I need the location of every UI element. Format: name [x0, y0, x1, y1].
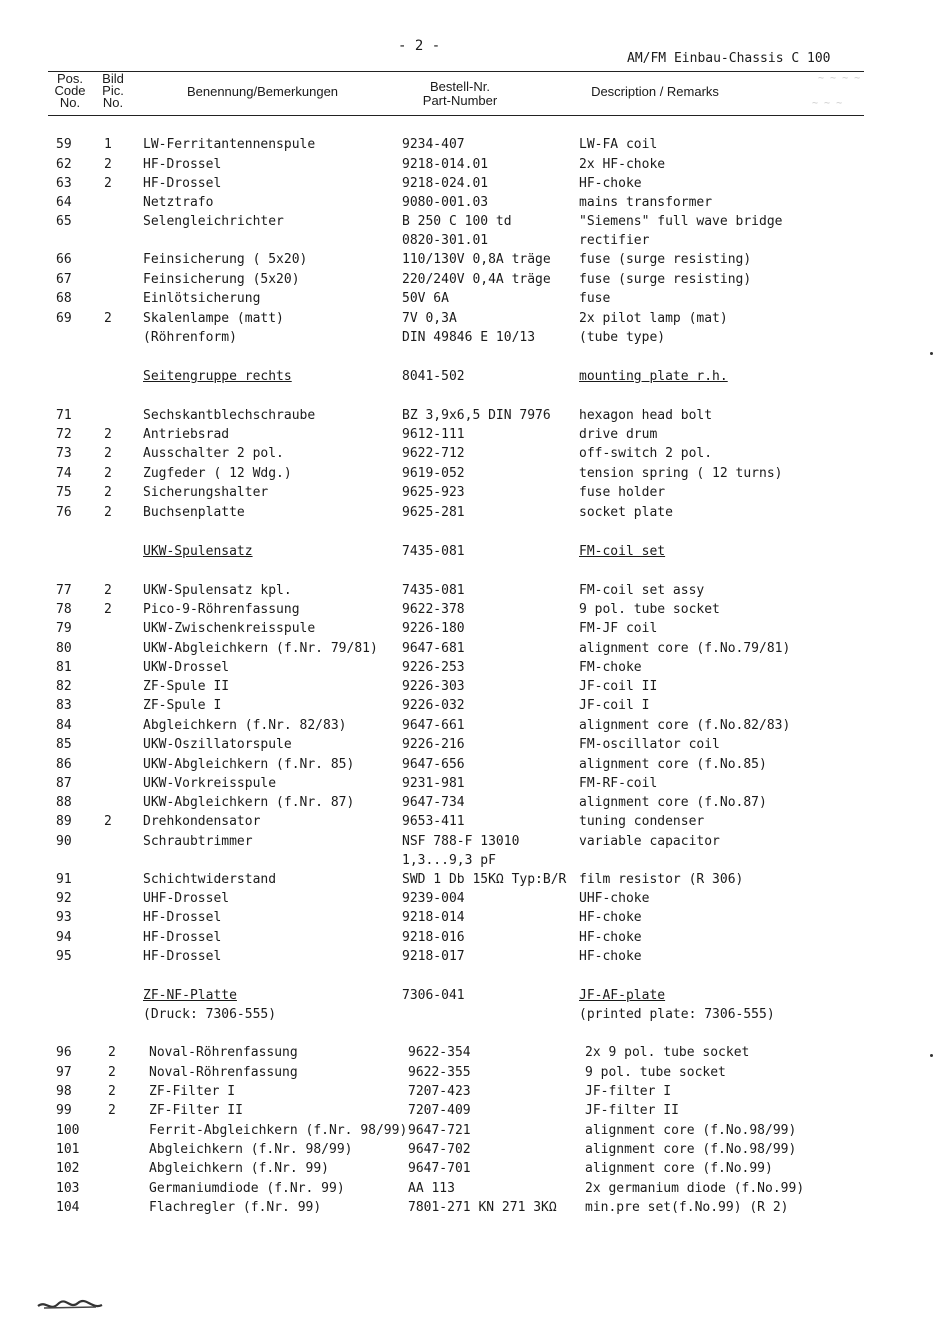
- cell-de: HF-Drossel: [143, 176, 222, 191]
- cell-part: 9622-378: [402, 602, 465, 617]
- cell-en: "Siemens" full wave bridge: [579, 214, 783, 229]
- cell-de: Seitengruppe rechts: [143, 369, 292, 384]
- cell-de: UKW-Spulensatz kpl.: [143, 583, 292, 598]
- margin-dot: [930, 352, 933, 355]
- cell-pos: 87: [56, 776, 72, 791]
- header-partnumber-line: Part-Number: [422, 93, 498, 108]
- cell-en: socket plate: [579, 505, 673, 520]
- cell-part: 220/240V 0,4A träge: [402, 272, 551, 287]
- margin-dot: [930, 1054, 933, 1057]
- cell-pos: 75: [56, 485, 72, 500]
- cell-en: 2x pilot lamp (mat): [579, 311, 728, 326]
- cell-de: ZF-Filter I: [149, 1084, 236, 1099]
- cell-de: Feinsicherung ( 5x20): [143, 252, 308, 267]
- header-description: Description / Remarks: [591, 84, 719, 99]
- header-benennung: Benennung/Bemerkungen: [186, 84, 339, 99]
- cell-part: 9218-024.01: [402, 176, 489, 191]
- cell-part: AA 113: [408, 1181, 455, 1196]
- cell-pic: 2: [108, 1084, 116, 1099]
- cell-en: FM-RF-coil: [579, 776, 658, 791]
- cell-de: UKW-Spulensatz: [143, 544, 253, 559]
- cell-part: 7801-271 KN 271 3KΩ: [408, 1200, 557, 1215]
- cell-de: Feinsicherung (5x20): [143, 272, 300, 287]
- cell-pos: 66: [56, 252, 72, 267]
- cell-part: 110/130V 0,8A träge: [402, 252, 551, 267]
- cell-de: Abgleichkern (f.Nr. 98/99): [149, 1142, 353, 1157]
- cell-de: (Druck: 7306-555): [143, 1007, 277, 1022]
- cell-pos: 64: [56, 195, 72, 210]
- cell-pos: 102: [56, 1161, 80, 1176]
- cell-de: Schraubtrimmer: [143, 834, 253, 849]
- cell-pos: 96: [56, 1045, 72, 1060]
- cell-en: alignment core (f.No.98/99): [585, 1123, 797, 1138]
- cell-pos: 97: [56, 1065, 72, 1080]
- cell-en: fuse: [579, 291, 611, 306]
- cell-en: alignment core (f.No.85): [579, 757, 767, 772]
- cell-en: variable capacitor: [579, 834, 720, 849]
- cell-pos: 78: [56, 602, 72, 617]
- cell-en: JF-filter I: [585, 1084, 672, 1099]
- cell-de: UKW-Zwischenkreisspule: [143, 621, 316, 636]
- cell-en: JF-filter II: [585, 1103, 679, 1118]
- cell-en: hexagon head bolt: [579, 408, 713, 423]
- cell-de: UKW-Abgleichkern (f.Nr. 85): [143, 757, 355, 772]
- cell-pos: 72: [56, 427, 72, 442]
- cell-part: 7207-409: [408, 1103, 471, 1118]
- cell-en: rectifier: [579, 233, 650, 248]
- cell-part: 9625-923: [402, 485, 465, 500]
- cell-pos: 82: [56, 679, 72, 694]
- cell-pos: 91: [56, 872, 72, 887]
- cell-en: FM-choke: [579, 660, 642, 675]
- cell-de: UKW-Drossel: [143, 660, 230, 675]
- cell-pic: 2: [104, 446, 112, 461]
- cell-en: alignment core (f.No.87): [579, 795, 767, 810]
- cell-part: 7435-081: [402, 583, 465, 598]
- cell-en: (printed plate: 7306-555): [579, 1007, 775, 1022]
- document-title: AM/FM Einbau-Chassis C 100: [627, 51, 831, 66]
- cell-de: HF-Drossel: [143, 157, 222, 172]
- cell-pos: 86: [56, 757, 72, 772]
- cell-part: 9612-111: [402, 427, 465, 442]
- cell-en: fuse (surge resisting): [579, 252, 752, 267]
- cell-part: 9226-303: [402, 679, 465, 694]
- cell-pic: 2: [104, 466, 112, 481]
- header-bild-line: Bild: [102, 71, 124, 86]
- cell-part: 7306-041: [402, 988, 465, 1003]
- cell-part: 9226-180: [402, 621, 465, 636]
- cell-pos: 65: [56, 214, 72, 229]
- cell-pos: 80: [56, 641, 72, 656]
- cell-part: 50V 6A: [402, 291, 449, 306]
- cell-pos: 71: [56, 408, 72, 423]
- cell-de: ZF-Filter II: [149, 1103, 243, 1118]
- cell-en: (tube type): [579, 330, 666, 345]
- cell-de: HF-Drossel: [143, 910, 222, 925]
- cell-pos: 101: [56, 1142, 80, 1157]
- cell-part: 9647-656: [402, 757, 465, 772]
- cell-en: tension spring ( 12 turns): [579, 466, 783, 481]
- cell-part: 9231-981: [402, 776, 465, 791]
- cell-part: DIN 49846 E 10/13: [402, 330, 536, 345]
- scribble-mark-icon: [36, 1298, 106, 1314]
- cell-de: UKW-Abgleichkern (f.Nr. 87): [143, 795, 355, 810]
- cell-pos: 95: [56, 949, 72, 964]
- header-top-rule: [48, 71, 864, 72]
- cell-part: 9234-407: [402, 137, 465, 152]
- cell-pos: 63: [56, 176, 72, 191]
- cell-pos: 98: [56, 1084, 72, 1099]
- header-pos-line: Pos.: [56, 71, 83, 86]
- cell-part: 7435-081: [402, 544, 465, 559]
- cell-part: 9625-281: [402, 505, 465, 520]
- cell-en: HF-choke: [579, 949, 642, 964]
- cell-pos: 88: [56, 795, 72, 810]
- cell-de: Buchsenplatte: [143, 505, 245, 520]
- cell-de: Abgleichkern (f.Nr. 99): [149, 1161, 330, 1176]
- cell-en: LW-FA coil: [579, 137, 658, 152]
- cell-en: FM-oscillator coil: [579, 737, 720, 752]
- cell-en: mounting plate r.h.: [579, 369, 728, 384]
- cell-en: FM-JF coil: [579, 621, 658, 636]
- cell-part: 9622-354: [408, 1045, 471, 1060]
- cell-de: Sechskantblechschraube: [143, 408, 316, 423]
- cell-pic: 2: [108, 1065, 116, 1080]
- cell-de: Sicherungshalter: [143, 485, 269, 500]
- cell-de: Noval-Röhrenfassung: [149, 1065, 298, 1080]
- cell-part: 8041-502: [402, 369, 465, 384]
- cell-de: ZF-NF-Platte: [143, 988, 237, 1003]
- cell-en: mains transformer: [579, 195, 713, 210]
- header-bottom-rule: [48, 115, 864, 116]
- cell-en: 2x 9 pol. tube socket: [585, 1045, 750, 1060]
- cell-pos: 89: [56, 814, 72, 829]
- header-pos-code-no: [52, 73, 88, 109]
- cell-part: 9653-411: [402, 814, 465, 829]
- cell-pos: 103: [56, 1181, 80, 1196]
- cell-de: ZF-Spule II: [143, 679, 230, 694]
- cell-pic: 2: [104, 505, 112, 520]
- header-bild-pic-no: [96, 73, 130, 109]
- cell-part: 9218-014.01: [402, 157, 489, 172]
- cell-part: 9622-712: [402, 446, 465, 461]
- cell-en: tuning condenser: [579, 814, 705, 829]
- cell-pos: 76: [56, 505, 72, 520]
- cell-en: JF-AF-plate: [579, 988, 666, 1003]
- cell-part: B 250 C 100 td: [402, 214, 512, 229]
- cell-pic: 2: [104, 485, 112, 500]
- cell-pos: 84: [56, 718, 72, 733]
- header-pic-line: Pic.: [102, 83, 124, 98]
- cell-en: 9 pol. tube socket: [585, 1065, 726, 1080]
- cell-de: Flachregler (f.Nr. 99): [149, 1200, 322, 1215]
- cell-pos: 81: [56, 660, 72, 675]
- cell-en: drive drum: [579, 427, 658, 442]
- cell-de: Netztrafo: [143, 195, 214, 210]
- cell-de: UKW-Abgleichkern (f.Nr. 79/81): [143, 641, 378, 656]
- cell-en: JF-coil I: [579, 698, 650, 713]
- cell-de: UKW-Oszillatorspule: [143, 737, 292, 752]
- cell-pic: 1: [104, 137, 112, 152]
- cell-part: 9226-253: [402, 660, 465, 675]
- bleed-mark: ~ ~ ~ ~: [818, 73, 861, 84]
- cell-pos: 74: [56, 466, 72, 481]
- cell-pos: 77: [56, 583, 72, 598]
- cell-pic: 2: [104, 583, 112, 598]
- cell-part: 9218-016: [402, 930, 465, 945]
- cell-en: FM-coil set: [579, 544, 666, 559]
- cell-pos: 90: [56, 834, 72, 849]
- cell-en: HF-choke: [579, 910, 642, 925]
- cell-part: 9647-721: [408, 1123, 471, 1138]
- cell-de: ZF-Spule I: [143, 698, 222, 713]
- cell-de: Selengleichrichter: [143, 214, 284, 229]
- cell-part: 9226-216: [402, 737, 465, 752]
- cell-part: 9647-734: [402, 795, 465, 810]
- cell-part: 1,3...9,3 pF: [402, 853, 496, 868]
- cell-en: HF-choke: [579, 176, 642, 191]
- page-number: - 2 -: [398, 38, 441, 54]
- cell-de: Schichtwiderstand: [143, 872, 277, 887]
- cell-en: alignment core (f.No.82/83): [579, 718, 791, 733]
- cell-de: Skalenlampe (matt): [143, 311, 284, 326]
- cell-part: 7V 0,3A: [402, 311, 457, 326]
- cell-en: film resistor (R 306): [579, 872, 744, 887]
- cell-pic: 2: [108, 1045, 116, 1060]
- cell-pos: 62: [56, 157, 72, 172]
- cell-part: 9619-052: [402, 466, 465, 481]
- cell-de: LW-Ferritantennenspule: [143, 137, 316, 152]
- cell-part: 0820-301.01: [402, 233, 489, 248]
- cell-pic: 2: [104, 311, 112, 326]
- cell-part: 7207-423: [408, 1084, 471, 1099]
- cell-pic: 2: [104, 814, 112, 829]
- cell-de: Noval-Röhrenfassung: [149, 1045, 298, 1060]
- cell-part: 9647-701: [408, 1161, 471, 1176]
- cell-en: alignment core (f.No.79/81): [579, 641, 791, 656]
- cell-de: UHF-Drossel: [143, 891, 230, 906]
- cell-pos: 69: [56, 311, 72, 326]
- cell-part: 9647-661: [402, 718, 465, 733]
- cell-part: 9080-001.03: [402, 195, 489, 210]
- cell-part: SWD 1 Db 15KΩ Typ:B/R: [402, 872, 567, 887]
- cell-en: UHF-choke: [579, 891, 650, 906]
- cell-part: 9239-004: [402, 891, 465, 906]
- cell-de: Zugfeder ( 12 Wdg.): [143, 466, 292, 481]
- cell-pic: 2: [104, 602, 112, 617]
- cell-pic: 2: [104, 157, 112, 172]
- cell-pos: 104: [56, 1200, 80, 1215]
- cell-part: 9622-355: [408, 1065, 471, 1080]
- cell-pos: 67: [56, 272, 72, 287]
- cell-pos: 68: [56, 291, 72, 306]
- cell-part: BZ 3,9x6,5 DIN 7976: [402, 408, 551, 423]
- cell-en: 9 pol. tube socket: [579, 602, 720, 617]
- cell-en: alignment core (f.No.99): [585, 1161, 773, 1176]
- cell-pos: 92: [56, 891, 72, 906]
- cell-part: 9218-014: [402, 910, 465, 925]
- cell-part: 9226-032: [402, 698, 465, 713]
- cell-de: Ferrit-Abgleichkern (f.Nr. 98/99): [149, 1123, 408, 1138]
- cell-en: fuse holder: [579, 485, 666, 500]
- cell-en: 2x germanium diode (f.No.99): [585, 1181, 805, 1196]
- cell-de: Drehkondensator: [143, 814, 261, 829]
- header-picno-line: No.: [102, 95, 124, 110]
- cell-de: HF-Drossel: [143, 949, 222, 964]
- cell-pos: 59: [56, 137, 72, 152]
- cell-de: HF-Drossel: [143, 930, 222, 945]
- cell-pic: 2: [104, 427, 112, 442]
- cell-pos: 79: [56, 621, 72, 636]
- cell-en: 2x HF-choke: [579, 157, 666, 172]
- cell-part: NSF 788-F 13010: [402, 834, 520, 849]
- bleed-mark: ~ ~ ~: [812, 98, 843, 109]
- cell-en: HF-choke: [579, 930, 642, 945]
- cell-de: (Röhrenform): [143, 330, 237, 345]
- cell-de: Abgleichkern (f.Nr. 82/83): [143, 718, 347, 733]
- cell-pic: 2: [108, 1103, 116, 1118]
- cell-pic: 2: [104, 176, 112, 191]
- cell-part: 9647-681: [402, 641, 465, 656]
- header-no-line: No.: [59, 95, 81, 110]
- cell-pos: 83: [56, 698, 72, 713]
- cell-en: JF-coil II: [579, 679, 658, 694]
- header-bestell-nr: [405, 80, 515, 108]
- cell-pos: 99: [56, 1103, 72, 1118]
- cell-en: alignment core (f.No.98/99): [585, 1142, 797, 1157]
- cell-en: off-switch 2 pol.: [579, 446, 713, 461]
- cell-pos: 100: [56, 1123, 80, 1138]
- cell-part: 9647-702: [408, 1142, 471, 1157]
- cell-de: Germaniumdiode (f.Nr. 99): [149, 1181, 345, 1196]
- cell-de: Antriebsrad: [143, 427, 230, 442]
- cell-pos: 94: [56, 930, 72, 945]
- cell-de: Ausschalter 2 pol.: [143, 446, 284, 461]
- cell-en: fuse (surge resisting): [579, 272, 752, 287]
- cell-de: Pico-9-Röhrenfassung: [143, 602, 300, 617]
- cell-en: min.pre set(f.No.99) (R 2): [585, 1200, 789, 1215]
- cell-en: FM-coil set assy: [579, 583, 705, 598]
- cell-pos: 73: [56, 446, 72, 461]
- header-bestell-line: Bestell-Nr.: [430, 79, 490, 94]
- cell-de: UKW-Vorkreisspule: [143, 776, 277, 791]
- cell-pos: 85: [56, 737, 72, 752]
- cell-de: Einlötsicherung: [143, 291, 261, 306]
- cell-part: 9218-017: [402, 949, 465, 964]
- cell-pos: 93: [56, 910, 72, 925]
- header-code-line: Code: [54, 83, 86, 98]
